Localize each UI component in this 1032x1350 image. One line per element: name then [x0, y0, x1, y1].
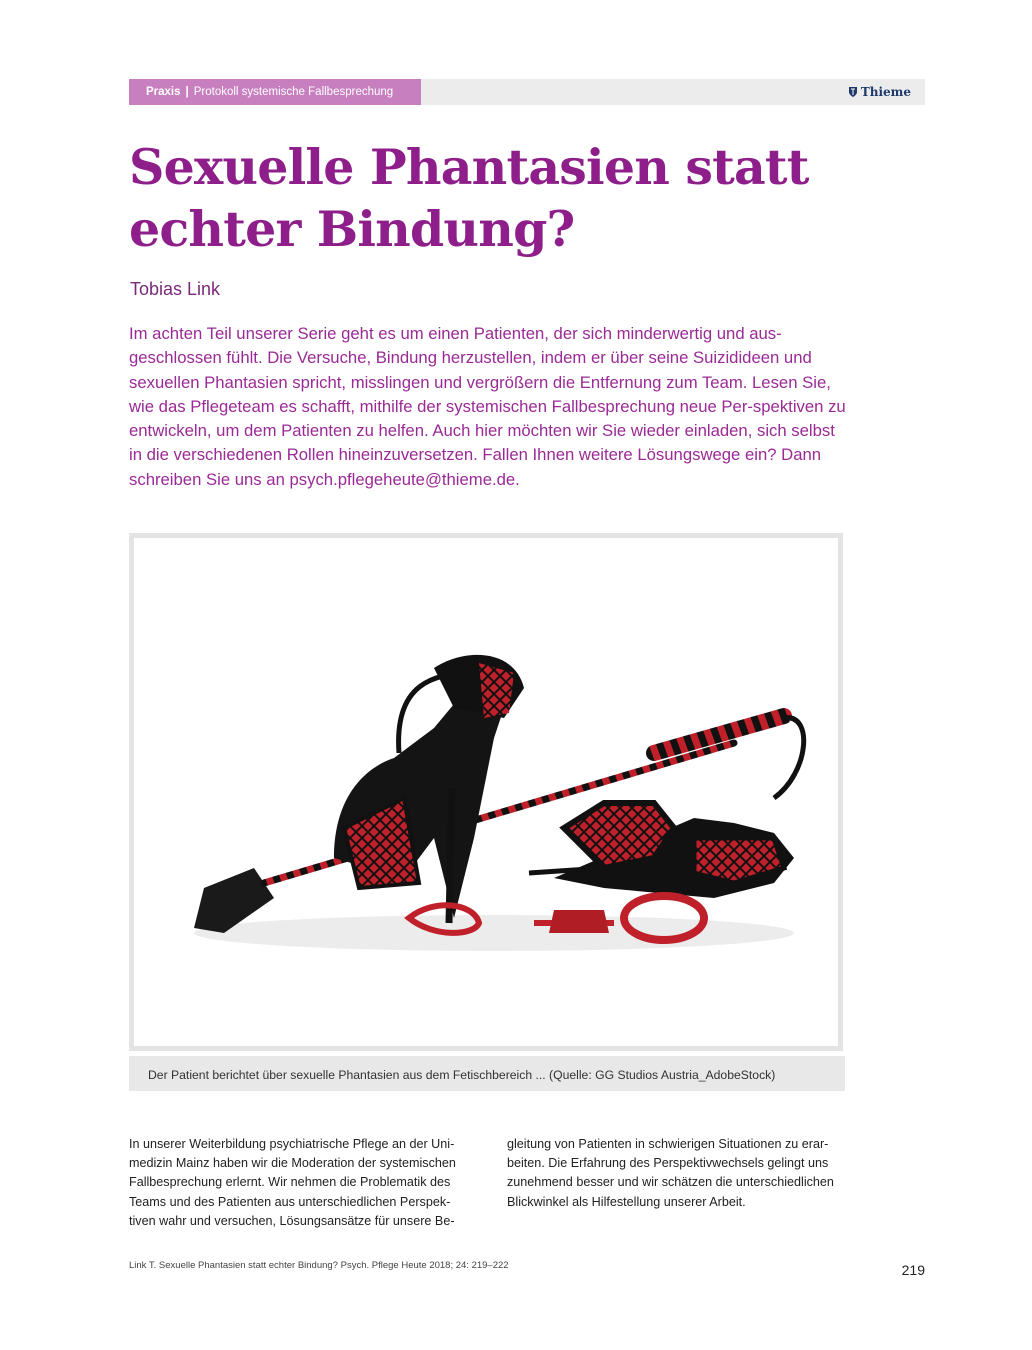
section-tag [129, 79, 421, 105]
article-author: Tobias Link [130, 279, 221, 299]
header-bar [129, 79, 925, 105]
section-separator: | [185, 86, 189, 98]
publisher-name: Thieme [860, 85, 911, 99]
section-label: Praxis [146, 86, 181, 98]
thieme-crest-icon [848, 86, 858, 98]
article-lead: Im achten Teil unserer Serie geht es um einen Patienten, der sich minderwertig und aus-geschlossen fühlt. Die Versuche, Bindung herzustellen, indem er über seine Suizidideen und sexuellen Phantasien spricht, misslingen und vergrößern die Entfernung zum Team. Lesen Sie, wie das Pflegeteam es schafft, mithilfe der systemischen Fallbesprechung neue Per-spektiven zu entwickeln, um dem Patienten zu helfen. Auch hier möchten wir Sie wieder einladen, sich selbst in die verschiedenen Rollen hineinzuversetzen. Fallen Ihnen weitere Lösungswege ein? Dann schreiben Sie uns an psych.pflegeheute@thieme.de. [129, 324, 846, 489]
publisher-logo [848, 79, 911, 105]
body-column-right: gleitung von Patienten in schwierigen Situationen zu erar-beiten. Die Erfahrung des Perspektivwechsels gelingt uns zunehmend besser und wir schätzen die unterschiedlichen Blickwinkel als Hilfestellung unserer Arbeit. [507, 1137, 834, 1209]
figure-caption: Der Patient berichtet über sexuelle Phantasien aus dem Fetischbereich ... (Quelle: GG Studios Austria_AdobeStock) [129, 1056, 845, 1091]
body-column-left: In unserer Weiterbildung psychiatrische Pflege an der Uni-medizin Mainz haben wir die Moderation der systemischen Fallbesprechung erlernt. Wir nehmen die Problematik des Teams und des Patienten aus unterschiedlichen Perspek-tiven wahr und versuchen, Lösungsansätze für unsere Be- [129, 1137, 456, 1228]
citation-footer: Link T. Sexuelle Phantasien statt echter Bindung? Psych. Pflege Heute 2018; 24: 219–222 [129, 1260, 509, 1271]
series-label: Protokoll systemische Fallbesprechung [193, 86, 394, 98]
page-number: 219 [901, 1262, 925, 1278]
fetish-shoes-illustration [134, 538, 838, 1046]
article-figure [129, 533, 843, 1051]
article-title: Sexuelle Phantasien statt echter Bindung? [129, 138, 809, 258]
